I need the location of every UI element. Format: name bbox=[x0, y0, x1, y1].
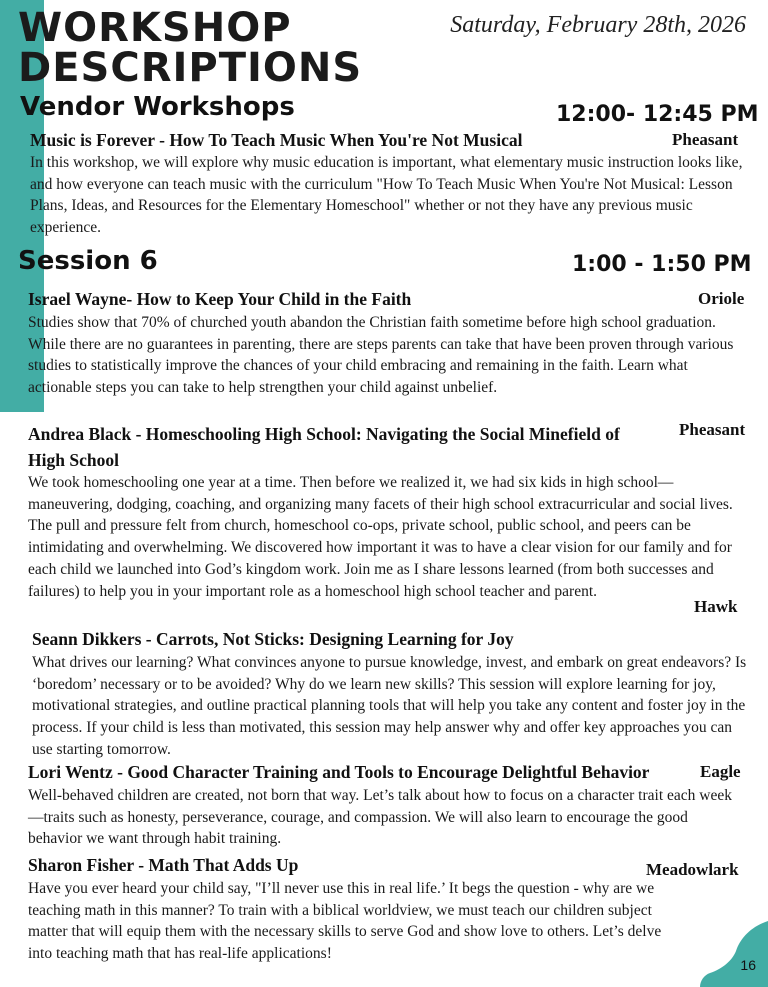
workshop-room: Hawk bbox=[694, 597, 738, 616]
workshop-room: Pheasant bbox=[672, 130, 739, 149]
workshop-title: Andrea Black - Homeschooling High School: Navigating the Social Minefield of High School bbox=[28, 424, 620, 470]
workshop-title: Israel Wayne- How to Keep Your Child in the Faith bbox=[28, 289, 412, 309]
session-6-time: 1:00 - 1:50 PM bbox=[572, 252, 752, 277]
workshop-title: Lori Wentz - Good Character Training and Tools to Encourage Delightful Behavior bbox=[28, 762, 650, 782]
workshop-room: Oriole bbox=[698, 289, 745, 308]
page-title-line1: WORKSHOP bbox=[18, 5, 292, 51]
workshop-description: Well-behaved children are created, not born that way. Let’s talk about how to focus on a character trait each week—traits such as honesty, perseverance, courage, and compassion. We will also learn to encourage the good behavior we want through habit training. bbox=[28, 787, 732, 848]
workshop-description: What drives our learning? What convinces anyone to pursue knowledge, invest, and embark on great endeavors? Is ‘boredom’ necessary or to be avoided? Why do we learn new skills? This session will explore learning for joy, motivational strategies, and outline practical planning tools that will help you take any content and foster joy in the process. If your child is less than motivated, this session may help answer why and offer key approaches you can use starting tomorrow. bbox=[32, 654, 747, 758]
vendor-workshops-time: 12:00- 12:45 PM bbox=[556, 102, 759, 127]
page-title-line2: DESCRIPTIONS bbox=[18, 45, 363, 91]
workshop-room: Eagle bbox=[700, 762, 741, 781]
event-date: Saturday, February 28th, 2026 bbox=[450, 12, 746, 38]
vendor-workshops-heading: Vendor Workshops bbox=[20, 92, 295, 122]
workshop-room: Meadowlark bbox=[646, 860, 739, 879]
workshop-description: We took homeschooling one year at a time. Then before we realized it, we had six kids in high school—maneuvering, dodging, coaching, and organizing many facets of their high school extracurricular and social lives. The pull and pressure felt from church, homeschool co-ops, private school, public school, and peers can be intimidating and overwhelming. We discovered how important it was to have a clear vision for our family and for each child we launched into God’s kingdom work. Join me as I share lessons learned (from both successes and failures) to help you in your important role as a homeschool high school teacher and parent. bbox=[28, 474, 733, 600]
workshop-description: Have you ever heard your child say, "I’ll never use this in real life.’ It begs the question - why are we teaching math in this manner? To train with a biblical worldview, we must teach our children subject matter that will equip them with the necessary skills to serve God and show love to others. Let’s delve into teaching math that has real-life applications! bbox=[28, 880, 662, 963]
workshop-description: Studies show that 70% of churched youth abandon the Christian faith sometime before high school graduation. While there are no guarantees in parenting, there are steps parents can take that have been proven through various studies to statistically improve the chances of your child embracing and remaining in the faith. Learn what actionable steps you can take to help strengthen your child against unbelief. bbox=[28, 314, 734, 397]
workshop-title: Sharon Fisher - Math That Adds Up bbox=[28, 855, 299, 875]
workshop-room: Pheasant bbox=[679, 420, 746, 439]
page-title bbox=[18, 5, 363, 91]
page-number: 16 bbox=[740, 957, 756, 973]
session-6-heading: Session 6 bbox=[18, 246, 158, 276]
workshop-title: Seann Dikkers - Carrots, Not Sticks: Designing Learning for Joy bbox=[32, 629, 514, 649]
workshop-title: Music is Forever - How To Teach Music When You're Not Musical bbox=[30, 130, 523, 150]
workshop-description: In this workshop, we will explore why music education is important, what elementary music instruction looks like, and how everyone can teach music with the curriculum "How To Teach Music When You're Not Musical: Lesson Plans, Ideas, and Resources for the Elementary Homeschool" whether or not they have any previous music experience. bbox=[30, 154, 743, 237]
teal-corner-decoration bbox=[700, 921, 768, 987]
